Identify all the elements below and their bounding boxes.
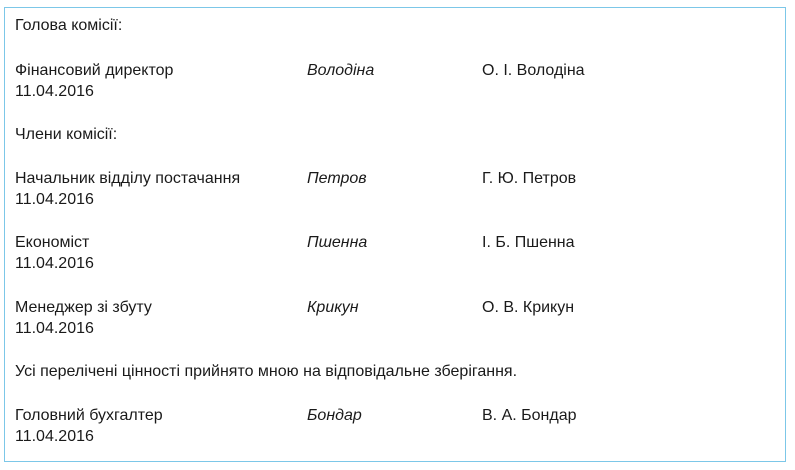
member-date: 11.04.2016 xyxy=(15,191,94,208)
accountant-signature: Бондар xyxy=(307,407,362,424)
accountant-position: Головний бухгалтер xyxy=(15,407,163,424)
signature-panel xyxy=(4,7,786,462)
chair-heading: Голова комісії: xyxy=(15,17,123,34)
member-position: Менеджер зі збуту xyxy=(15,299,152,316)
member-position: Начальник відділу постачання xyxy=(15,170,241,187)
member-date: 11.04.2016 xyxy=(15,320,94,337)
chair-name: О. І. Володіна xyxy=(482,62,585,79)
member-signature: Петров xyxy=(307,170,367,187)
members-heading: Члени комісії: xyxy=(15,126,118,143)
chair-date: 11.04.2016 xyxy=(15,83,94,100)
member-signature: Крикун xyxy=(307,299,359,316)
member-date: 11.04.2016 xyxy=(15,255,94,272)
chair-signature: Володіна xyxy=(307,62,375,79)
acceptance-statement: Усі перелічені цінності прийнято мною на відповідальне зберігання. xyxy=(15,363,518,380)
accountant-name: В. А. Бондар xyxy=(482,407,577,424)
chair-position: Фінансовий директор xyxy=(15,62,174,79)
member-position: Економіст xyxy=(15,234,90,251)
member-signature: Пшенна xyxy=(307,234,368,251)
member-name: О. В. Крикун xyxy=(482,299,575,316)
accountant-date: 11.04.2016 xyxy=(15,428,94,445)
member-name: Г. Ю. Петров xyxy=(482,170,577,187)
member-name: І. Б. Пшенна xyxy=(482,234,575,251)
